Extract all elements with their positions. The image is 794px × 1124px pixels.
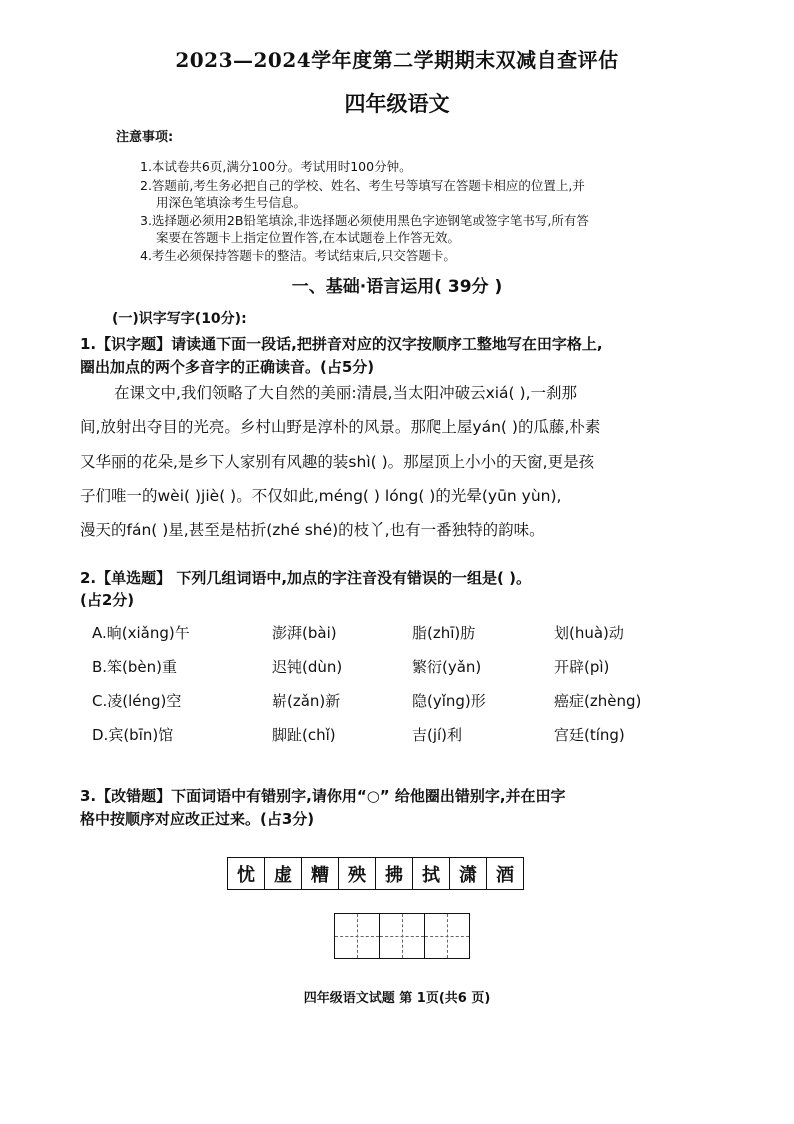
note-item: 案要在答题卡上指定位置作答,在本试题卷上作答无效。 [156, 230, 460, 245]
q2-option: 吉(jí)利 [412, 726, 463, 744]
q2-option: 脚趾(chǐ) [272, 726, 336, 744]
q2-option: 崭(zǎn)新 [272, 692, 341, 710]
tian-cell[interactable] [335, 914, 380, 958]
note-item: 2.答题前,考生务必把自己的学校、姓名、考生号等填写在答题卡相应的位置上,并 [140, 178, 585, 193]
exam-title: 2023—2024学年度第二学期期末双减自查评估 [175, 48, 619, 72]
q1-prompt: 1.【识字题】请读通下面一段话,把拼音对应的汉字按顺序工整地写在田字格上, [80, 335, 603, 353]
q1-paragraph-line: 间,放射出夺目的光亮。乡村山野是淳朴的风景。那爬上屋yán( )的瓜藤,朴素 [80, 418, 601, 436]
q2-prompt: (占2分) [80, 591, 135, 609]
word-cell[interactable]: 虚 [265, 858, 302, 889]
notes-heading: 注意事项: [116, 130, 174, 145]
subject-title: 四年级语文 [344, 91, 450, 116]
q2-option: 迟钝(dùn) [272, 658, 343, 676]
q1-paragraph-line: 漫天的fán( )星,甚至是枯折(zhé shé)的枝丫,也有一番独特的韵味。 [80, 521, 545, 539]
q2-option: 开辟(pì) [554, 658, 610, 676]
word-cell[interactable]: 忧 [228, 858, 265, 889]
word-cell[interactable]: 殃 [339, 858, 376, 889]
q3-prompt: 3.【改错题】下面词语中有错别字,请你用“○” 给他圈出错别字,并在田字 [80, 787, 566, 805]
tian-cell[interactable] [380, 914, 425, 958]
q1-prompt: 圈出加点的两个多音字的正确读音。(占5分) [80, 358, 375, 376]
word-cell[interactable]: 糟 [302, 858, 339, 889]
q2-option: 癌症(zhèng) [554, 692, 642, 710]
word-cell[interactable]: 拂 [376, 858, 413, 889]
q2-option: 繁衍(yǎn) [412, 658, 482, 676]
q2-option: 脂(zhī)肪 [412, 624, 476, 642]
note-item: 3.选择题必须用2B铅笔填涂,非选择题必须使用黑色字迹钢笔或签字笔书写,所有答 [140, 213, 589, 228]
q2-option: A.晌(xiǎng)午 [92, 624, 190, 642]
q1-paragraph-line: 在课文中,我们领略了大自然的美丽:清晨,当太阳冲破云xiá( ),一刹那 [114, 384, 578, 402]
word-grid [227, 857, 524, 890]
word-cell[interactable]: 酒 [496, 864, 514, 886]
q2-option: 澎湃(bài) [272, 624, 337, 642]
q1-paragraph-line: 子们唯一的wèi( )jiè( )。不仅如此,méng( ) lóng( )的光晕(yūn yùn), [80, 487, 562, 505]
q2-option: D.宾(bīn)馆 [92, 726, 174, 744]
q2-option: B.笨(bèn)重 [92, 658, 178, 676]
page-footer: 四年级语文试题 第 1页(共6 页) [303, 991, 491, 1006]
note-item: 1.本试卷共6页,满分100分。考试用时100分钟。 [140, 159, 412, 174]
note-item: 用深色笔填涂考生号信息。 [156, 195, 307, 210]
q2-option: C.凌(léng)空 [92, 692, 182, 710]
section-heading: 一、基础·语言运用( 39分 ) [291, 277, 503, 297]
note-item: 4.考生必须保持答题卡的整洁。考试结束后,只交答题卡。 [140, 248, 456, 263]
word-cell[interactable]: 拭 [413, 858, 450, 889]
q2-option: 划(huà)动 [554, 624, 624, 642]
q2-option: 宫廷(tíng) [554, 726, 625, 744]
q2-option: 隐(yǐng)形 [412, 692, 486, 710]
q3-prompt: 格中按顺序对应改正过来。(占3分) [80, 810, 315, 828]
tian-cell[interactable] [425, 914, 469, 958]
tian-grid [334, 913, 470, 959]
q2-prompt: 2.【单选题】 下列几组词语中,加点的字注音没有错误的一组是( )。 [80, 569, 531, 587]
q1-paragraph-line: 又华丽的花朵,是乡下人家别有风趣的装shì( )。那屋顶上小小的天窗,更是孩 [80, 453, 595, 471]
subsection-heading: (一)识字写字(10分): [112, 311, 247, 327]
word-cell[interactable]: 潇 [450, 858, 487, 889]
